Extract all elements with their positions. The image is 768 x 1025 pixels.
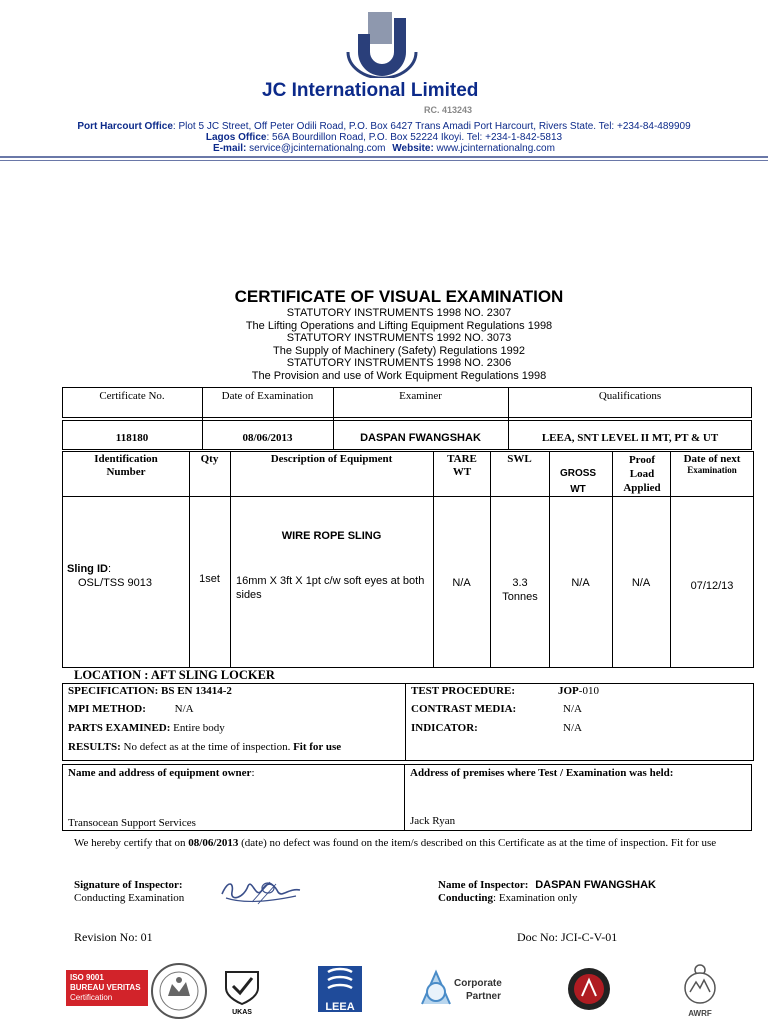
sling-id-value: OSL/TSS 9013 bbox=[78, 577, 152, 589]
indicator-label: INDICATOR: bbox=[411, 722, 478, 734]
mpi-method-row bbox=[68, 703, 194, 715]
lagos-office-address: : 56A Bourdillon Road, P.O. Box 52224 Ikoyi. Tel: +234-1-842-5813 bbox=[266, 132, 563, 143]
owner-label-row bbox=[68, 767, 255, 779]
iso-logo-line1: ISO 9001 bbox=[70, 973, 104, 982]
results-label: RESULTS: bbox=[68, 741, 121, 753]
regulation-line: STATUTORY INSTRUMENTS 1998 NO. 2307 bbox=[286, 307, 512, 319]
indicator-value: N/A bbox=[563, 722, 582, 734]
email-value: service@jcinternationalng.com bbox=[246, 143, 386, 154]
document-number: Doc No: JCI-C-V-01 bbox=[517, 930, 618, 944]
parts-examined-label: PARTS EXAMINED: bbox=[68, 722, 171, 734]
company-logo-icon bbox=[346, 12, 418, 78]
certify-post: (date) no defect was found on the item/s described on this Certificate as at the time of inspection. Fit for use bbox=[238, 837, 717, 849]
regulation-line: The Lifting Operations and Lifting Equipment Regulations 1998 bbox=[245, 319, 553, 332]
company-name: JC International Limited bbox=[262, 80, 479, 101]
exam-date-header: Date of Examination bbox=[221, 390, 314, 402]
contrast-media-label: CONTRAST MEDIA: bbox=[411, 703, 517, 715]
ukas-logo bbox=[220, 966, 264, 1018]
iso-9001-logo bbox=[66, 970, 148, 1006]
lagos-office-label: Lagos Office bbox=[205, 132, 267, 143]
iso-logo-line3: Certification bbox=[70, 993, 113, 1002]
tare-wt-header: TARE WT bbox=[447, 453, 477, 478]
regulation-line: STATUTORY INSTRUMENTS 1998 NO. 2306 bbox=[286, 357, 512, 369]
swl-header: SWL bbox=[507, 453, 532, 465]
ph-office-label: Port Harcourt Office bbox=[77, 121, 173, 132]
ph-office-address: : Plot 5 JC Street, Off Peter Odili Road, P.O. Box 6427 Trans Amadi Port Harcourt, Rivers State. Tel: +234-84-489909 bbox=[172, 121, 691, 132]
certify-pre: We hereby certify that on bbox=[74, 837, 189, 849]
bureau-veritas-seal-icon bbox=[150, 962, 208, 1020]
website-label: Website: bbox=[392, 143, 434, 154]
leea-logo bbox=[318, 966, 362, 1012]
cert-no-header: Certificate No. bbox=[99, 390, 165, 402]
certificate-title: CERTIFICATE OF VISUAL EXAMINATION bbox=[234, 287, 564, 306]
id-number-header: Identification Number bbox=[94, 453, 158, 478]
owner-value: Transocean Support Services bbox=[68, 817, 196, 829]
corporate-partner-line1: Corporate bbox=[454, 978, 502, 989]
proof-load-value: N/A bbox=[631, 577, 651, 589]
contrast-media-value: N/A bbox=[563, 703, 582, 715]
conducting-label: Conducting bbox=[438, 892, 494, 904]
website-value: www.jcinternationalng.com bbox=[433, 143, 555, 154]
owner-colon: : bbox=[251, 767, 255, 779]
conducting-value: : Examination only bbox=[493, 892, 578, 904]
exam-date-value: 08/06/2013 bbox=[242, 432, 293, 444]
results-value: No defect as at the time of inspection. bbox=[120, 741, 291, 753]
mpi-method-value: N/A bbox=[174, 703, 194, 715]
conducting-row bbox=[438, 892, 577, 904]
ukas-label: UKAS bbox=[232, 1009, 252, 1016]
results-fit: Fit for use bbox=[290, 741, 342, 753]
company-rc: RC. 413243 bbox=[424, 105, 473, 115]
test-procedure-value bbox=[558, 685, 599, 697]
corporate-partner-line2: Partner bbox=[466, 991, 502, 1002]
test-procedure-suffix: -010 bbox=[578, 685, 599, 697]
inspector-name-row bbox=[438, 879, 656, 891]
swl-value: 3.3 Tonnes bbox=[502, 577, 538, 603]
qty-header: Qty bbox=[200, 453, 219, 465]
specification-label: SPECIFICATION: BS EN 13414-2 bbox=[68, 685, 232, 697]
owner-label: Name and address of equipment owner bbox=[68, 767, 252, 779]
test-procedure-prefix: JOP bbox=[558, 685, 579, 697]
results-row bbox=[68, 741, 341, 753]
certify-date: 08/06/2013 bbox=[188, 837, 239, 849]
signature-image bbox=[218, 874, 304, 908]
revision-number: Revision No: 01 bbox=[74, 930, 153, 944]
gross-wt-value: N/A bbox=[571, 577, 590, 589]
leea-label: LEEA bbox=[325, 1001, 355, 1013]
regulation-line: The Provision and use of Work Equipment Regulations 1998 bbox=[251, 369, 547, 382]
next-exam-value: 07/12/13 bbox=[690, 580, 734, 592]
contact-line bbox=[0, 143, 768, 154]
description-header: Description of Equipment bbox=[270, 453, 393, 465]
signature-label: Signature of Inspector: bbox=[74, 879, 183, 891]
parts-examined-row bbox=[68, 722, 225, 734]
examiner-value: DASPAN FWANGSHAK bbox=[360, 432, 481, 444]
qty-value: 1set bbox=[199, 573, 220, 585]
premises-label: Address of premises where Test / Examination was held: bbox=[410, 767, 674, 779]
inspector-name-label: Name of Inspector: bbox=[438, 879, 529, 891]
sling-id-colon: : bbox=[107, 563, 112, 575]
tare-wt-value: N/A bbox=[452, 577, 471, 589]
next-exam-header bbox=[670, 453, 754, 475]
awrf-label: AWRF bbox=[688, 1009, 712, 1018]
awrf-logo bbox=[676, 960, 724, 1018]
description-title: WIRE ROPE SLING bbox=[281, 530, 382, 542]
regulation-list bbox=[0, 307, 768, 382]
header-divider-lower bbox=[0, 160, 768, 161]
regulation-line: STATUTORY INSTRUMENTS 1992 NO. 3073 bbox=[286, 332, 512, 344]
next-exam-header-sub: Examination bbox=[687, 465, 737, 475]
next-exam-header-main: Date of next bbox=[683, 453, 741, 465]
mpi-method-label: MPI METHOD: bbox=[68, 703, 146, 715]
gross-wt-header: GROSS WT bbox=[559, 468, 597, 495]
proof-load-header: Proof Load Applied bbox=[623, 454, 661, 494]
qualifications-header: Qualifications bbox=[598, 390, 662, 402]
test-procedure-label: TEST PROCEDURE: bbox=[411, 685, 516, 697]
sling-id-cell bbox=[67, 562, 187, 590]
regulation-line: The Supply of Machinery (Safety) Regulations 1992 bbox=[273, 344, 525, 357]
cert-no-value: 118180 bbox=[115, 432, 149, 444]
iso-logo-line2: BUREAU VERITAS bbox=[70, 983, 141, 992]
header-divider bbox=[0, 156, 768, 158]
inspector-name-value: DASPAN FWANGSHAK bbox=[535, 879, 656, 891]
email-label: E-mail: bbox=[213, 143, 247, 154]
red-seal-logo-icon bbox=[566, 966, 612, 1012]
premises-value: Jack Ryan bbox=[410, 815, 456, 827]
parts-examined-value: Entire body bbox=[170, 722, 225, 734]
qualifications-value: LEEA, SNT LEVEL II MT, PT & UT bbox=[541, 432, 719, 444]
port-harcourt-address bbox=[0, 121, 768, 132]
signature-sub: Conducting Examination bbox=[74, 892, 185, 904]
sling-id-label: Sling ID bbox=[67, 563, 108, 575]
corporate-partner-logo bbox=[416, 966, 512, 1012]
certification-statement bbox=[74, 836, 738, 850]
examiner-header: Examiner bbox=[399, 390, 442, 402]
lagos-address bbox=[0, 132, 768, 143]
description-body: 16mm X 3ft X 1pt c/w soft eyes at both sides bbox=[236, 575, 425, 601]
location-label: LOCATION : AFT SLING LOCKER bbox=[74, 668, 275, 682]
